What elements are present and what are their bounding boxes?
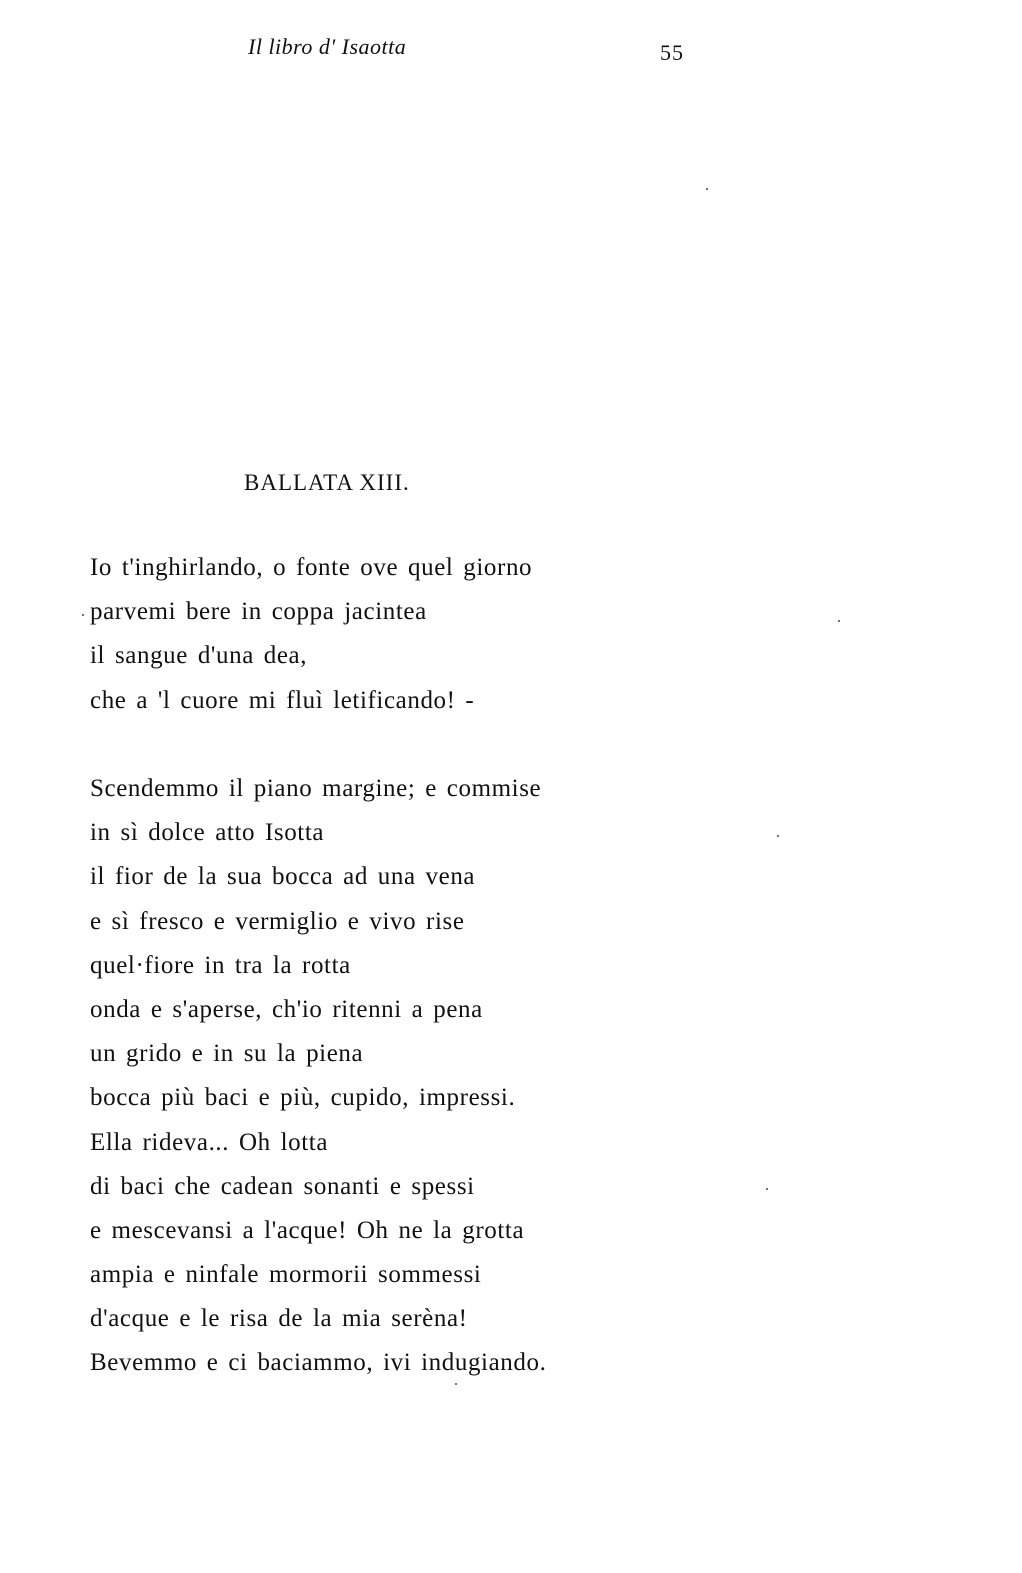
verse-line: e mescevansi a l'acque! Oh ne la grotta xyxy=(90,1216,525,1244)
scan-speck xyxy=(82,614,84,616)
verse-line: quel·fiore in tra la rotta xyxy=(90,951,351,979)
verse-line: d'acque e le risa de la mia serèna! xyxy=(90,1305,468,1333)
verse-line: il sangue d'una dea, xyxy=(90,642,308,670)
scan-speck xyxy=(777,835,779,837)
verse-line: parvemi bere in coppa jacintea xyxy=(90,598,427,626)
verse-line: bocca più baci e più, cupido, impressi. xyxy=(90,1084,516,1112)
page-number: 55 xyxy=(660,40,684,65)
verse-line: Scendemmo il piano margine; e commise xyxy=(90,775,542,802)
verse-line: Ella rideva... Oh lotta xyxy=(90,1128,329,1156)
scan-speck xyxy=(706,188,708,190)
stanza-2 xyxy=(90,772,546,1391)
verse-line: che a 'l cuore mi fluì letificando! - xyxy=(90,686,475,714)
scan-speck xyxy=(838,620,840,622)
stanza-1 xyxy=(90,551,532,728)
verse-line: di baci che cadean sonanti e spessi xyxy=(90,1172,475,1200)
verse-line: in sì dolce atto Isotta xyxy=(90,819,325,847)
verse-line: il fior de la sua bocca ad una vena xyxy=(90,863,476,891)
verse-line: e sì fresco e vermiglio e vivo rise xyxy=(90,907,465,935)
scan-speck xyxy=(766,1188,768,1190)
verse-line: Bevemmo e ci baciammo, ivi indugiando. xyxy=(90,1349,547,1377)
poem-title: BALLATA XIII. xyxy=(244,470,410,495)
scan-speck xyxy=(455,1383,457,1385)
verse-line: onda e s'aperse, ch'io ritenni a pena xyxy=(90,995,483,1023)
verse-line: ampia e ninfale mormorii sommessi xyxy=(90,1261,482,1289)
verse-line: Io t'inghirlando, o fonte ove quel giorno xyxy=(90,554,533,581)
verse-line: un grido e in su la piena xyxy=(90,1040,364,1068)
running-head-title: Il libro d' Isaotta xyxy=(248,34,407,59)
